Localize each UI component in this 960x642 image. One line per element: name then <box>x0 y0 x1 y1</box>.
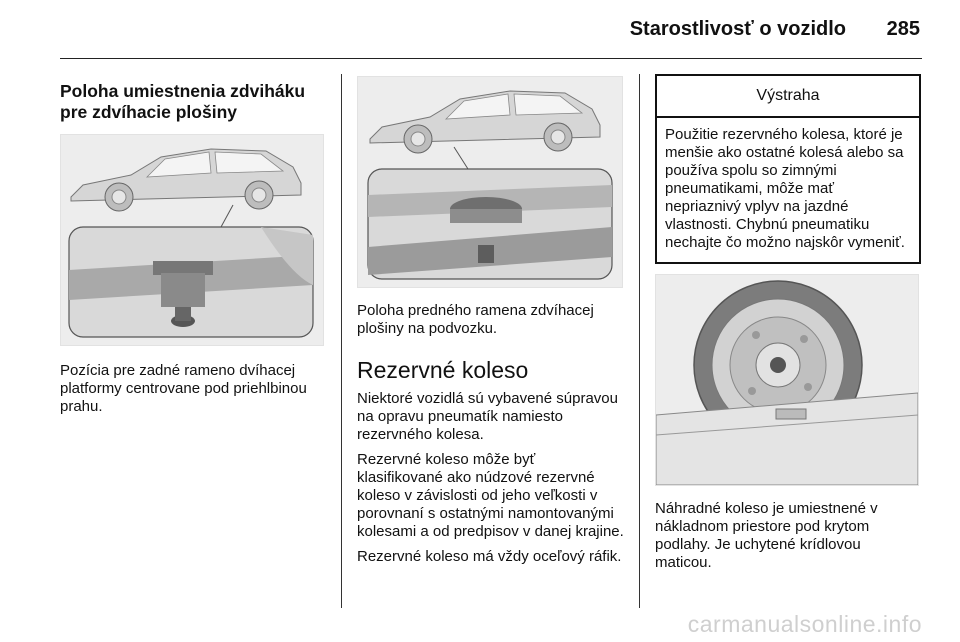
warning-box <box>655 74 921 264</box>
rear-lift-point-figure <box>60 134 324 346</box>
front-lift-point-figure <box>357 76 623 288</box>
spare-wheel-heading: Rezervné koleso <box>357 357 529 383</box>
front-lift-caption: Poloha predného ramena zdvíhacej plošiny na podvozku. <box>357 302 594 337</box>
spare-wheel-paragraph-1: Niektoré vozidlá sú vybavené súpravou na opravu pneumatík namiesto rezervného kolesa. <box>357 390 618 443</box>
car-silhouette-icon <box>71 149 301 211</box>
section-title: Starostlivosť o vozidlo <box>629 18 846 40</box>
column-2 <box>357 74 625 566</box>
rear-lift-caption: Pozícia pre zadné rameno dvíhacej platformy centrovane pod priehlbinou prahu. <box>60 362 307 415</box>
page-header <box>60 0 922 59</box>
watermark: carmanualsonline.info <box>687 611 922 637</box>
warning-title: Výstraha <box>657 76 919 118</box>
column-1 <box>60 74 326 416</box>
column-3 <box>655 74 921 572</box>
spare-wheel-illustration <box>656 275 918 485</box>
spare-wheel-paragraph-3: Rezervné koleso má vždy oceľový ráfik. <box>357 548 622 565</box>
page-number: 285 <box>886 18 920 40</box>
front-lift-point-illustration <box>358 77 622 287</box>
warning-text: Použitie rezervného kolesa, ktoré je menšie ako ostatné kolesá alebo sa používa spolu so zimnými pneumatikami, môže mať nepriaznivý vplyv na jazdné vlastnosti. Chybnú pneumatiku nechajte čo možno najskôr vymeniť. <box>665 126 905 251</box>
car-silhouette-icon <box>370 91 600 153</box>
lift-point-heading: Poloha umiestnenia zdviháku pre zdvíhacie plošiny <box>60 81 306 122</box>
spare-wheel-paragraph-2: Rezervné koleso môže byť klasifikované ako núdzové rezervné koleso v závislosti od jeho veľkosti v porovnaní s ostatnými namontovanými kolesami a od predpisov v danej krajine. <box>357 451 624 540</box>
rear-lift-point-illustration <box>61 135 323 345</box>
column-divider-right <box>639 74 640 608</box>
spare-wheel-figure <box>655 274 919 486</box>
spare-wheel-caption: Náhradné koleso je umiestnené v nákladnom priestore pod krytom podlahy. Je uchytené krídlovou maticou. <box>655 500 878 571</box>
column-divider-left <box>341 74 342 608</box>
